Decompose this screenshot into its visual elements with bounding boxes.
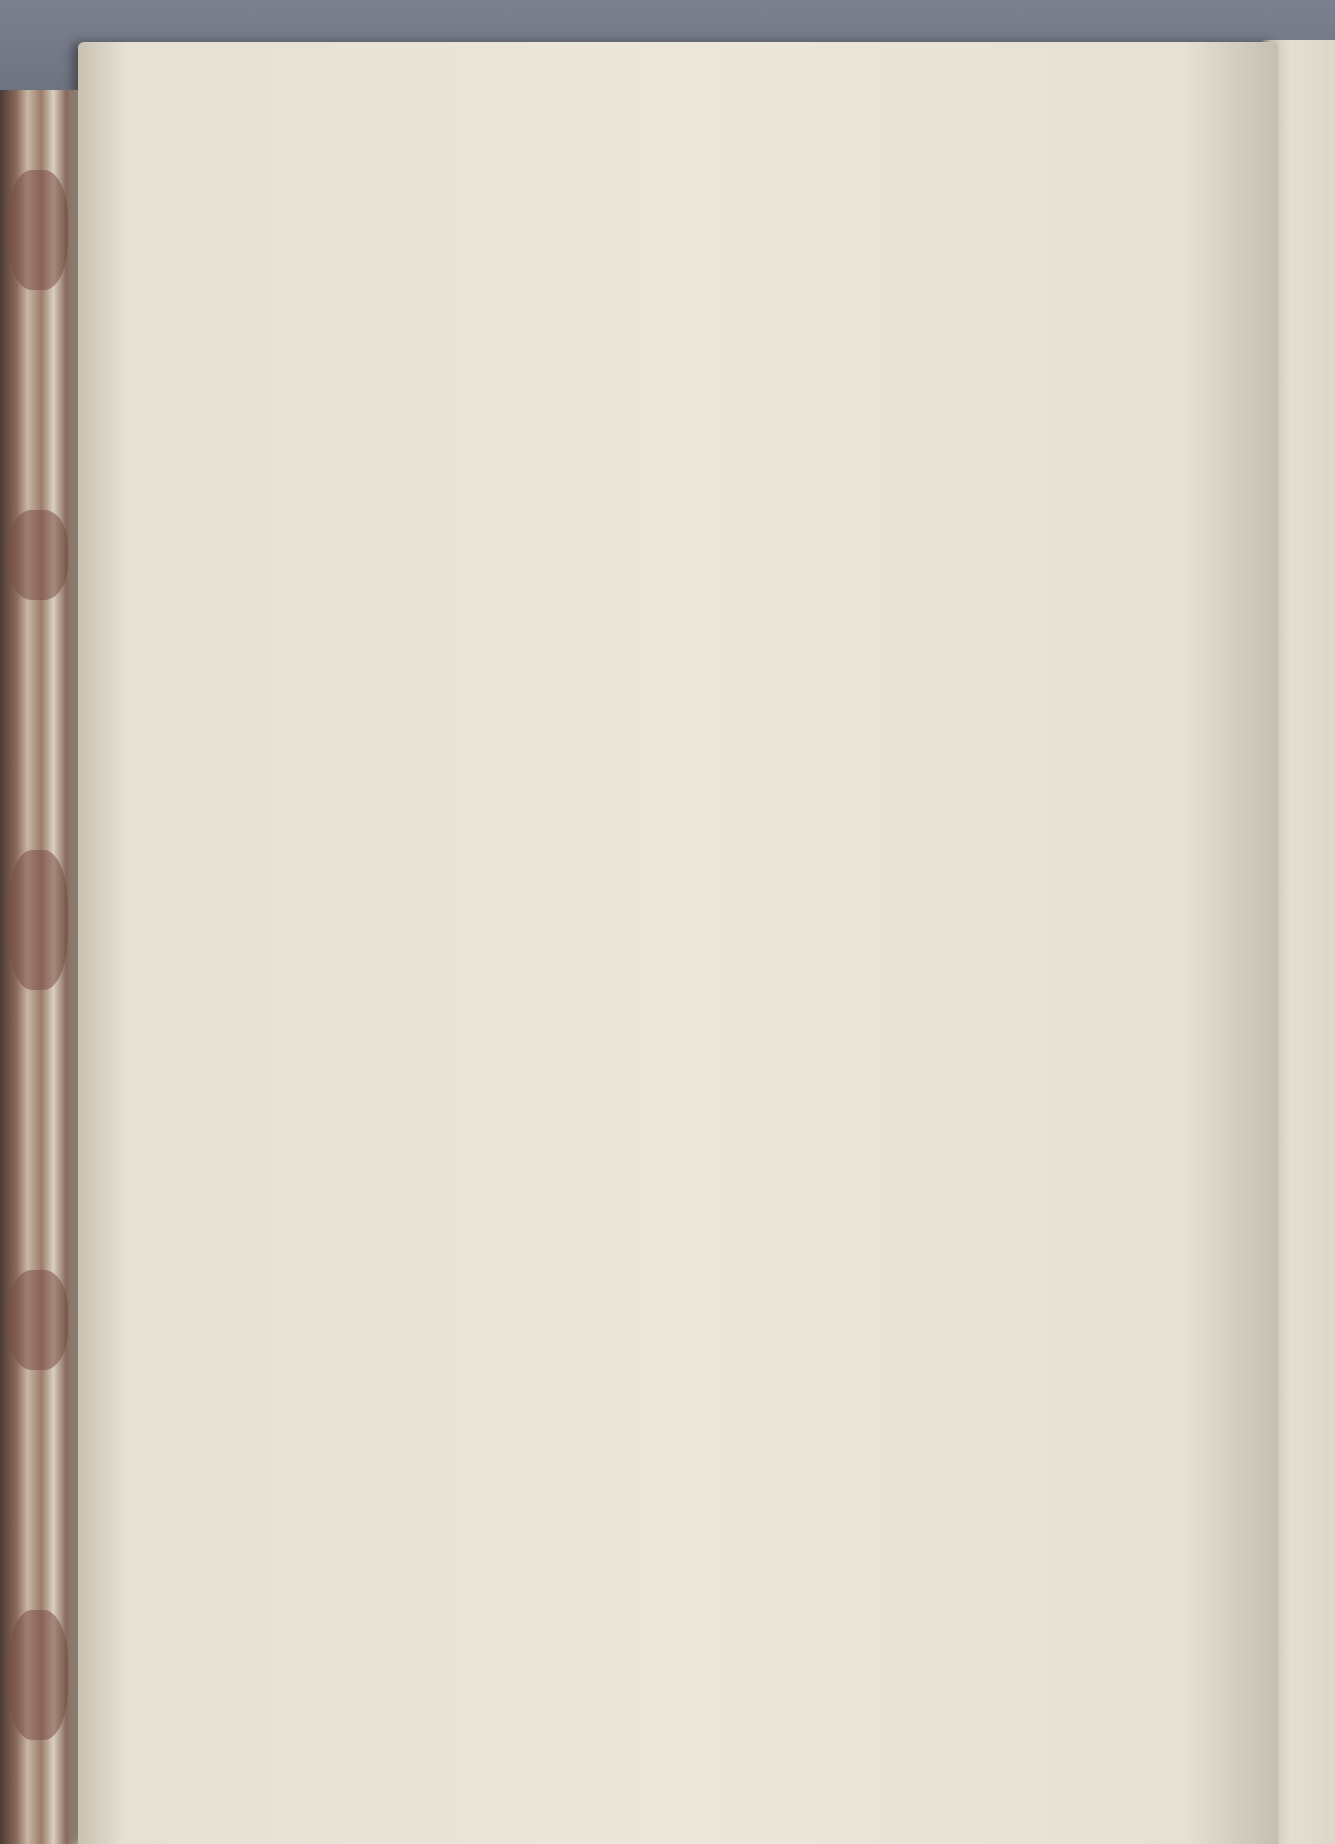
marbling-mark — [8, 850, 68, 990]
marbling-mark — [8, 170, 68, 290]
marbling-mark — [8, 510, 68, 600]
marbling-mark — [8, 1610, 68, 1740]
book-page — [78, 42, 1278, 1844]
marbling-mark — [8, 1270, 68, 1370]
